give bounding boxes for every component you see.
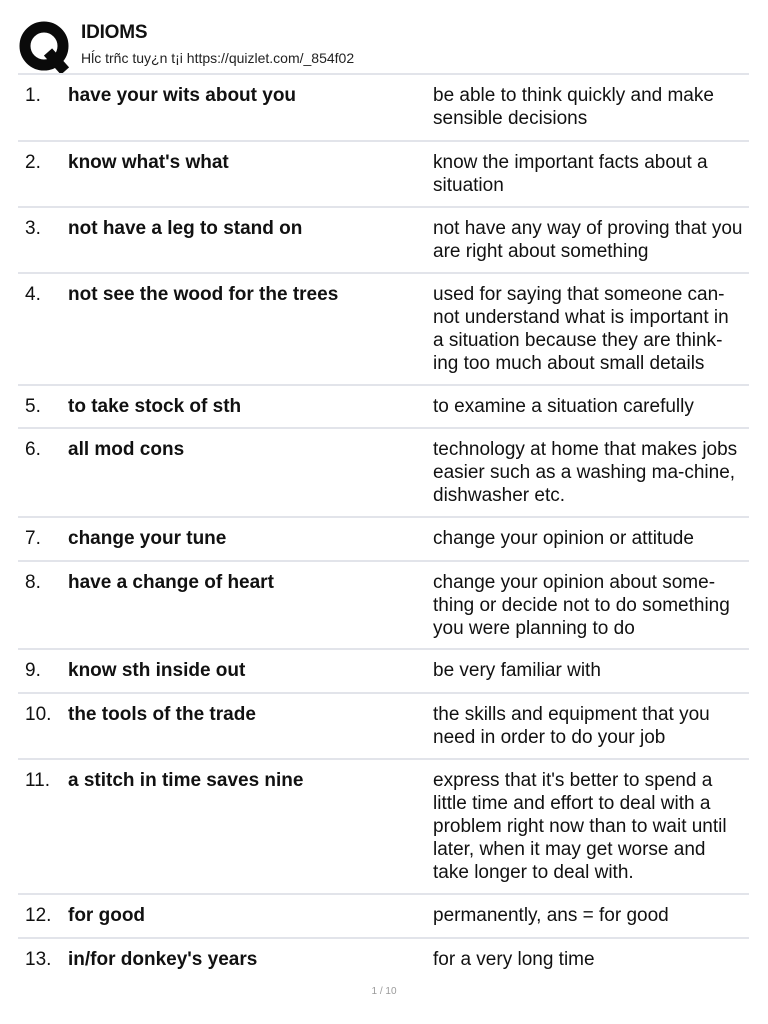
- header-text: [81, 21, 354, 67]
- table-row: [18, 760, 749, 895]
- row-number: 10.: [25, 704, 52, 725]
- table-row: [18, 562, 749, 650]
- row-number: 3.: [25, 218, 41, 239]
- idiom-definition: change your opinion or attitude: [433, 528, 694, 549]
- row-number: 13.: [25, 949, 52, 970]
- idiom-definition: technology at home that makes jobs easier such as a washing ma-chine, dishwasher etc.: [433, 439, 738, 506]
- idiom-definition: change your opinion about some-thing or decide not to do something you were planning to do: [433, 572, 730, 639]
- idiom-definition: permanently, ans = for good: [433, 905, 669, 926]
- idioms-table: [18, 73, 749, 979]
- idiom-definition: not have any way of proving that you are right about something: [433, 218, 743, 262]
- table-row: [18, 694, 749, 760]
- table-row: [18, 518, 749, 562]
- idiom-definition: be very familiar with: [433, 660, 601, 681]
- row-number: 12.: [25, 905, 52, 926]
- idiom-term: in/for donkey's years: [68, 949, 258, 970]
- row-number: 7.: [25, 528, 41, 549]
- idiom-term: all mod cons: [68, 439, 185, 460]
- idiom-term: know sth inside out: [68, 660, 246, 681]
- document-title: IDIOMS: [81, 22, 148, 43]
- table-row: [18, 386, 749, 429]
- row-number: 1.: [25, 85, 41, 106]
- idiom-term: have a change of heart: [68, 572, 274, 593]
- idiom-definition: express that it's better to spend a little time and effort to deal with a problem right now than to wait until later, when it may get worse and take longer to deal with.: [433, 770, 727, 883]
- row-number: 5.: [25, 396, 41, 417]
- page-number: 1 / 10: [371, 986, 397, 997]
- row-number: 6.: [25, 439, 41, 460]
- row-number: 8.: [25, 572, 41, 593]
- idiom-term: change your tune: [68, 528, 227, 549]
- idiom-definition: the skills and equipment that you need in order to do your job: [433, 704, 710, 748]
- idiom-definition: know the important facts about a situation: [433, 152, 708, 196]
- table-row: [18, 274, 749, 386]
- table-row: [18, 208, 749, 274]
- idiom-definition: to examine a situation carefully: [433, 396, 694, 417]
- idiom-definition: for a very long time: [433, 949, 595, 970]
- idiom-term: for good: [68, 905, 146, 926]
- idiom-term: not see the wood for the trees: [68, 284, 339, 305]
- table-row: [18, 142, 749, 208]
- idiom-term: not have a leg to stand on: [68, 218, 303, 239]
- table-row: [18, 75, 749, 142]
- idiom-term: have your wits about you: [68, 85, 297, 106]
- idiom-definition: be able to think quickly and make sensible decisions: [433, 85, 714, 129]
- row-number: 2.: [25, 152, 41, 173]
- quizlet-logo-icon: [18, 18, 76, 76]
- row-number: 9.: [25, 660, 41, 681]
- page-header: [18, 18, 750, 74]
- row-number: 4.: [25, 284, 41, 305]
- table-row: [18, 895, 749, 939]
- idiom-term: a stitch in time saves nine: [68, 770, 304, 791]
- row-number: 11.: [25, 770, 51, 791]
- table-row: [18, 939, 749, 979]
- document-subtitle: Hĺc trñc tuy¿n t¡i https://quizlet.com/_854f02: [81, 50, 355, 66]
- idiom-term: the tools of the trade: [68, 704, 256, 725]
- idiom-definition: used for saying that someone can-not understand what is important in a situation because they are think-ing too much about small details: [433, 284, 729, 374]
- table-row: [18, 429, 749, 518]
- idiom-term: to take stock of sth: [68, 396, 242, 417]
- table-row: [18, 650, 749, 694]
- idiom-term: know what's what: [68, 152, 229, 173]
